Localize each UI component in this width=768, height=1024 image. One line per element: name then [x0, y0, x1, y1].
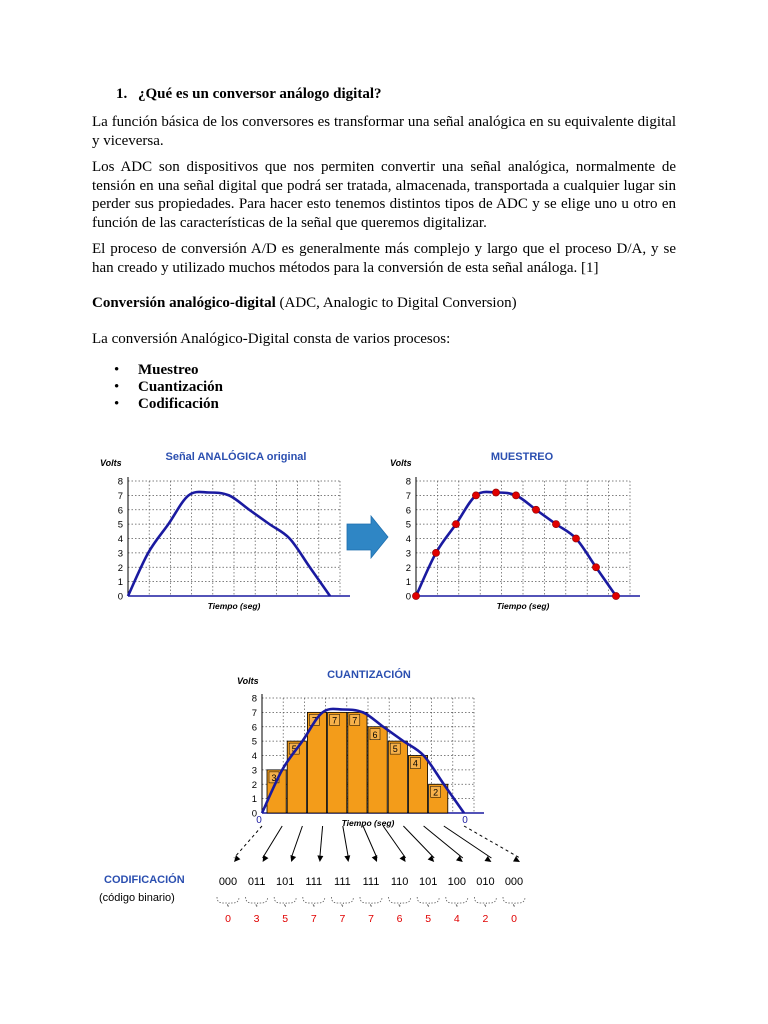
- brace: [246, 897, 268, 907]
- x-edge-label: 0: [256, 815, 262, 826]
- decimal-value: 6: [396, 913, 403, 925]
- sample-point: [612, 592, 619, 599]
- sample-point: [552, 521, 559, 528]
- signal-curve: [416, 492, 616, 596]
- decimal-value: 7: [310, 913, 317, 925]
- y-tick-label: 6: [405, 505, 411, 517]
- paragraph-1: La función básica de los conversores es transformar una señal analógica en su equivalente digital y viceversa.: [92, 114, 676, 149]
- y-tick-label: 1: [405, 577, 411, 589]
- y-tick-label: 7: [251, 707, 257, 719]
- bullet-icon: •: [114, 362, 120, 378]
- bullet-icon: •: [114, 396, 120, 412]
- binary-code: 100: [447, 876, 466, 888]
- sample-point: [492, 489, 499, 496]
- y-axis-label: Volts: [237, 676, 259, 686]
- y-tick-label: 7: [405, 490, 411, 502]
- signal-curve: [128, 492, 330, 596]
- binary-code: 000: [504, 876, 524, 888]
- process-label: Codificación: [138, 396, 219, 412]
- right-arrow-icon: [347, 516, 388, 558]
- y-tick-label: 5: [117, 519, 123, 531]
- y-tick-label: 4: [117, 534, 123, 545]
- codification-block: [99, 826, 525, 925]
- chart-sampling: [390, 451, 640, 611]
- arrow-head-icon: [344, 855, 350, 862]
- y-tick-label: 3: [117, 548, 123, 560]
- paragraph-3: El proceso de conversión A/D es generalmente más complejo y largo que el proceso D/A, y se han creado y utilizado muchos métodos para la conversión de esta señal análoga. [1]: [92, 241, 676, 276]
- process-label: Muestreo: [138, 362, 199, 378]
- arrow-head-icon: [234, 855, 240, 862]
- brace: [331, 897, 353, 907]
- bar-value-label: 6: [372, 729, 378, 740]
- y-tick-label: 6: [117, 505, 123, 517]
- sample-point: [572, 535, 579, 542]
- y-tick-label: 7: [117, 490, 123, 502]
- bar-value-label: 4: [412, 758, 418, 769]
- bar-value-label: 3: [271, 772, 277, 783]
- y-tick-label: 8: [251, 693, 257, 705]
- y-tick-label: 5: [405, 519, 411, 531]
- binary-code: 101: [276, 876, 295, 888]
- y-axis-label: Volts: [390, 458, 412, 468]
- y-tick-label: 8: [405, 476, 411, 488]
- x-axis-label: Tiempo (seg): [341, 818, 395, 828]
- processes-intro: La conversión Analógico-Digital consta de varios procesos:: [92, 331, 451, 347]
- chart-analog: [100, 450, 350, 611]
- codification-subtitle: (código binario): [99, 892, 175, 904]
- code-arrow-line: [320, 826, 323, 858]
- y-tick-label: 3: [251, 765, 257, 777]
- brace: [474, 897, 496, 907]
- chart-title: Señal ANALÓGICA original: [165, 451, 307, 463]
- chart-title: CUANTIZACIÓN: [327, 669, 411, 681]
- code-arrow-line: [464, 826, 520, 858]
- y-tick-label: 5: [251, 736, 257, 748]
- brace: [417, 897, 439, 907]
- decimal-value: 4: [453, 913, 460, 925]
- y-tick-label: 4: [405, 534, 411, 545]
- x-axis-label: Tiempo (seg): [496, 601, 550, 611]
- code-arrow-line: [383, 826, 405, 858]
- binary-code: 110: [390, 876, 409, 888]
- sample-point: [532, 506, 539, 513]
- y-tick-label: 2: [117, 562, 123, 574]
- y-axis-label: Volts: [100, 458, 122, 468]
- decimal-value: 2: [482, 913, 489, 925]
- code-arrow-line: [291, 826, 302, 858]
- x-edge-label: 0: [462, 815, 468, 826]
- binary-code: 111: [362, 876, 380, 888]
- y-tick-label: 2: [405, 562, 411, 574]
- decimal-value: 3: [253, 913, 260, 925]
- binary-code: 000: [218, 876, 238, 888]
- brace: [274, 897, 296, 907]
- sample-point: [432, 549, 439, 556]
- bar-value-label: 5: [291, 744, 297, 755]
- codification-title: CODIFICACIÓN: [104, 874, 185, 886]
- sample-point: [472, 492, 479, 499]
- sample-point: [512, 492, 519, 499]
- decimal-value: 7: [339, 913, 346, 925]
- paragraph-2: Los ADC son dispositivos que nos permiten convertir una señal analógica, normalmente de tensión en una señal digital que podrá ser tratada, almacenada, transportada a cualquier lugar sin perder sus propiedades. Para hacer esto tenemos distintos tipos de ADC y se elige uno u otro en función de las características de la señal que queremos digitalizar.: [92, 159, 676, 231]
- y-tick-label: 3: [405, 548, 411, 560]
- binary-code: 101: [419, 876, 438, 888]
- brace: [389, 897, 411, 907]
- arrow-head-icon: [372, 855, 377, 862]
- brace: [503, 897, 525, 907]
- conversion-heading-rest: (ADC, Analogic to Digital Conversion): [275, 295, 517, 311]
- bullet-icon: •: [114, 379, 120, 395]
- sample-point: [592, 564, 599, 571]
- code-arrow-line: [343, 826, 349, 858]
- bar-value-label: 5: [392, 744, 398, 755]
- decimal-value: 7: [368, 913, 374, 925]
- y-tick-label: 0: [117, 591, 123, 603]
- y-tick-label: 1: [117, 577, 123, 589]
- brace: [303, 897, 325, 907]
- y-tick-label: 4: [251, 751, 257, 762]
- decimal-value: 0: [511, 913, 517, 925]
- process-label: Cuantización: [138, 379, 224, 395]
- arrow-head-icon: [263, 855, 269, 862]
- binary-code: 111: [334, 876, 351, 888]
- decimal-value: 0: [225, 913, 231, 925]
- binary-code: 111: [305, 876, 323, 888]
- bar-value-label: 7: [311, 715, 317, 726]
- question-text: ¿Qué es un conversor análogo digital?: [138, 86, 382, 102]
- bar-value-label: 2: [433, 787, 439, 798]
- brace: [446, 897, 468, 907]
- question-number: 1.: [116, 86, 128, 102]
- quant-bar: [348, 712, 367, 813]
- quant-bar: [328, 712, 347, 813]
- arrow-head-icon: [513, 856, 520, 862]
- decimal-value: 5: [425, 913, 432, 925]
- x-axis-label: Tiempo (seg): [207, 601, 261, 611]
- y-tick-label: 1: [251, 794, 257, 806]
- binary-code: 011: [247, 876, 266, 888]
- y-tick-label: 0: [251, 808, 257, 820]
- code-arrow-line: [263, 826, 283, 858]
- y-tick-label: 6: [251, 722, 257, 734]
- decimal-value: 5: [282, 913, 289, 925]
- binary-code: 010: [476, 876, 495, 888]
- y-tick-label: 8: [117, 476, 123, 488]
- arrow-head-icon: [317, 855, 323, 862]
- y-tick-label: 2: [251, 779, 257, 791]
- sample-point: [412, 592, 419, 599]
- chart-title: MUESTREO: [490, 451, 554, 463]
- code-arrow-line: [363, 826, 377, 858]
- code-arrow-line: [444, 826, 492, 858]
- y-tick-label: 0: [405, 591, 411, 603]
- bar-value-label: 7: [332, 715, 338, 726]
- sample-point: [452, 521, 459, 528]
- brace: [217, 897, 239, 907]
- code-arrow-line: [234, 826, 262, 858]
- bar-value-label: 7: [352, 715, 358, 726]
- chart-quantization: [237, 668, 484, 828]
- brace: [360, 897, 382, 907]
- arrow-head-icon: [290, 855, 296, 862]
- conversion-heading-bold: Conversión analógico-digital: [92, 295, 276, 311]
